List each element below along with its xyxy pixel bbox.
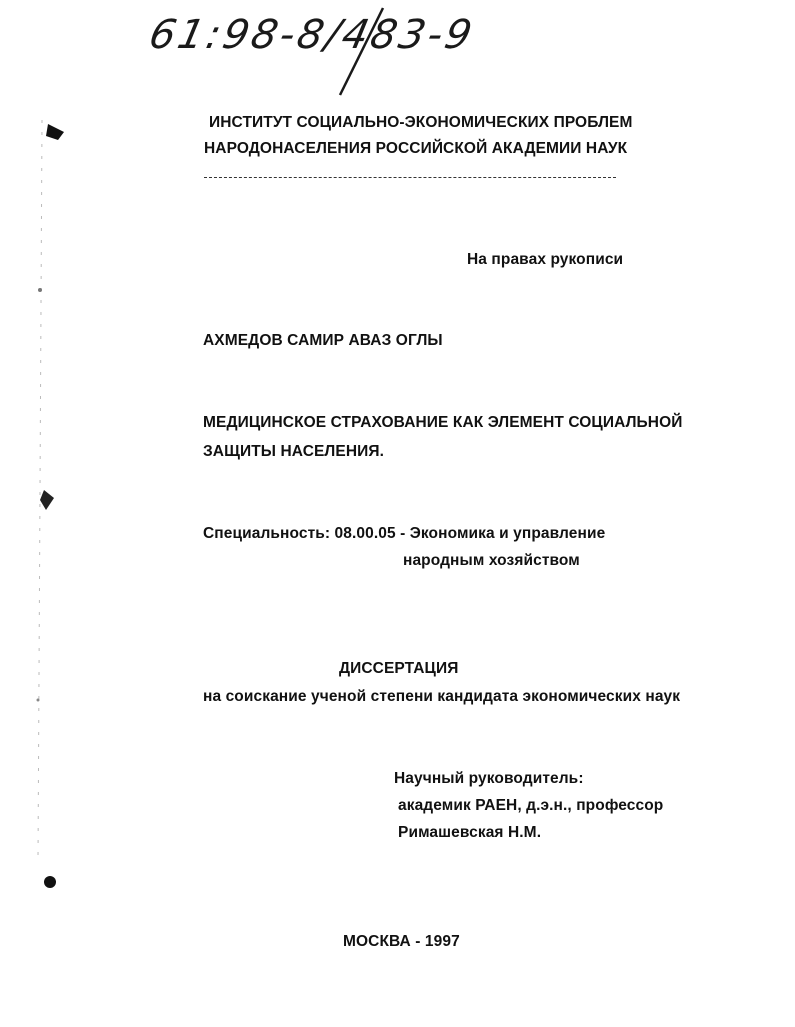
specialty-line-2: народным хозяйством — [403, 552, 580, 569]
thesis-title-line-2: ЗАЩИТЫ НАСЕЛЕНИЯ. — [203, 443, 385, 460]
specialty-line-1: Специальность: 08.00.05 - Экономика и управление — [203, 525, 606, 542]
place-and-year: МОСКВА - 1997 — [343, 933, 460, 950]
author-name: АХМЕДОВ САМИР АВАЗ ОГЛЫ — [203, 332, 443, 349]
supervisor-heading: Научный руководитель: — [394, 770, 584, 787]
handwritten-slash-stroke — [340, 8, 383, 95]
binding-edge-speckle — [38, 120, 42, 860]
binding-hole-mark — [40, 490, 54, 510]
handwritten-number-text: 61:98-8/483-9 — [145, 12, 479, 58]
binding-hole-mark — [46, 124, 64, 140]
dissertation-heading: ДИССЕРТАЦИЯ — [339, 660, 459, 677]
institute-line-1: ИНСТИТУТ СОЦИАЛЬНО-ЭКОНОМИЧЕСКИХ ПРОБЛЕМ — [209, 114, 633, 131]
manuscript-rights: На правах рукописи — [467, 251, 624, 268]
supervisor-name: Римашевская Н.М. — [398, 824, 542, 841]
supervisor-credentials: академик РАЕН, д.э.н., профессор — [398, 797, 664, 814]
binding-hole-mark — [44, 876, 56, 888]
institute-line-2: НАРОДОНАСЕЛЕНИЯ РОССИЙСКОЙ АКАДЕМИИ НАУК — [204, 140, 628, 157]
scan-speck — [37, 699, 40, 702]
scan-speck — [38, 288, 42, 292]
thesis-title-line-1: МЕДИЦИНСКОЕ СТРАХОВАНИЕ КАК ЭЛЕМЕНТ СОЦИАЛЬНОЙ — [203, 414, 683, 431]
degree-statement: на соискание ученой степени кандидата экономических наук — [203, 688, 681, 705]
